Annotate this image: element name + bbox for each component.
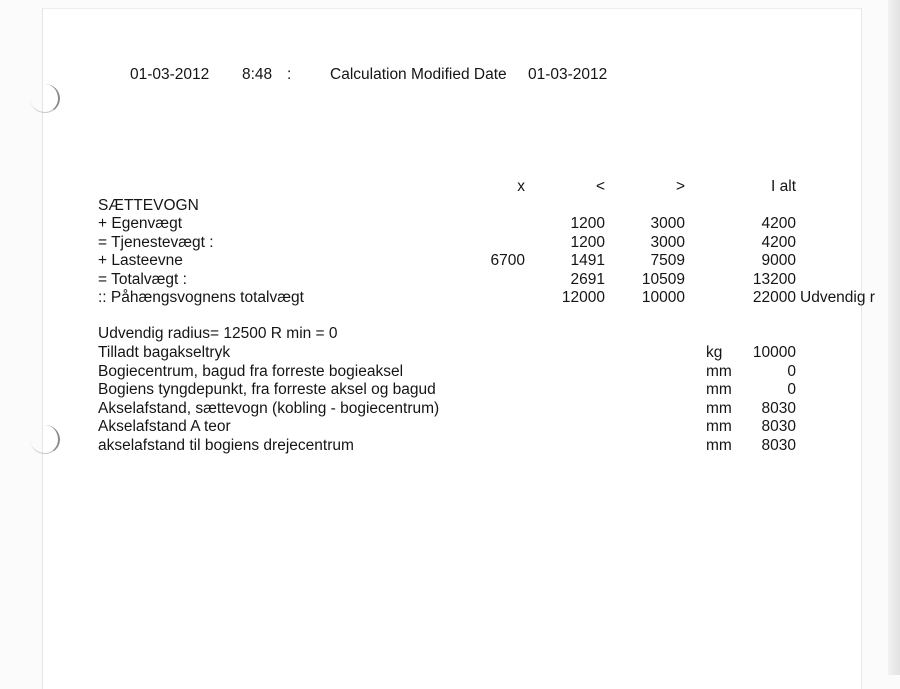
- column-header-greater: >: [675, 178, 685, 195]
- spec-unit: mm: [706, 381, 732, 398]
- row-label: + Egenvægt: [98, 215, 183, 232]
- row-label: + Lasteevne: [98, 252, 183, 269]
- row-extra-text: Udvendig r: [800, 289, 875, 306]
- report-time: 8:48: [242, 66, 273, 83]
- row-value-total: 13200: [752, 270, 796, 288]
- row-value-greater: 7509: [650, 252, 685, 269]
- spec-label: Akselafstand, sættevogn (kobling - bogiecentrum): [98, 399, 440, 417]
- radius-line: Udvendig radius= 12500 R min = 0: [98, 325, 338, 342]
- spec-label: Tilladt bagakseltryk: [98, 344, 231, 361]
- row-value-total: 22000: [752, 289, 796, 306]
- modified-date-value: 01-03-2012: [528, 66, 608, 83]
- spec-value: 8030: [761, 399, 796, 417]
- row-value-less: 1491: [570, 252, 605, 269]
- spec-unit: mm: [706, 436, 732, 454]
- spec-unit: kg: [706, 344, 723, 361]
- spec-unit: mm: [706, 362, 732, 380]
- row-label: :: Påhængsvognens totalvægt: [98, 289, 304, 306]
- spec-unit: mm: [706, 399, 732, 417]
- row-value-greater: 3000: [650, 215, 685, 232]
- spec-value: 0: [787, 381, 796, 398]
- binder-hole-top: [30, 84, 60, 113]
- scan-edge-shadow: [888, 0, 900, 675]
- row-value-greater: 10000: [641, 289, 685, 306]
- section-title: SÆTTEVOGN: [98, 197, 199, 214]
- row-label: = Tjenestevægt :: [98, 233, 214, 251]
- spec-label: Bogiens tyngdepunkt, fra forreste aksel og bagud: [98, 381, 436, 398]
- spec-value: 8030: [761, 418, 796, 435]
- header-separator: :: [287, 66, 292, 83]
- spec-value: 8030: [761, 436, 796, 454]
- row-value-less: 2691: [570, 270, 605, 288]
- row-value-x: 6700: [490, 252, 525, 269]
- column-header-total: I alt: [771, 178, 796, 195]
- row-value-total: 9000: [761, 252, 796, 269]
- spec-label: Akselafstand A teor: [98, 418, 231, 435]
- spec-label: Bogiecentrum, bagud fra forreste bogieaksel: [98, 362, 404, 380]
- column-header-x: x: [517, 178, 525, 195]
- row-value-less: 1200: [570, 215, 605, 232]
- row-value-total: 4200: [761, 215, 796, 232]
- row-value-less: 12000: [561, 289, 605, 306]
- row-label: = Totalvægt :: [98, 270, 187, 288]
- row-value-total: 4200: [761, 233, 796, 251]
- modified-date-label: Calculation Modified Date: [330, 66, 507, 83]
- spec-unit: mm: [706, 418, 732, 435]
- row-value-less: 1200: [570, 233, 605, 251]
- column-header-less: <: [595, 178, 605, 195]
- report-date: 01-03-2012: [130, 66, 210, 83]
- spec-value: 0: [787, 362, 796, 380]
- row-value-greater: 10509: [641, 270, 685, 288]
- binder-hole-bottom: [30, 425, 60, 454]
- spec-label: akselafstand til bogiens drejecentrum: [98, 436, 354, 454]
- spec-value: 10000: [752, 344, 796, 361]
- row-value-greater: 3000: [650, 233, 685, 251]
